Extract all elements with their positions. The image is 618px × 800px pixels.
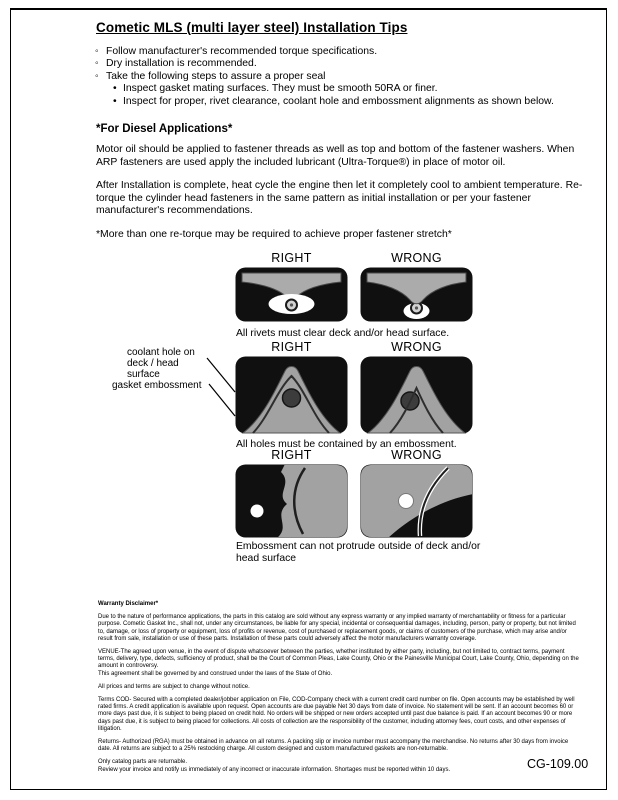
retorque-note: *More than one re-torque may be required to achieve proper fastener stretch*	[96, 229, 452, 240]
diagram-rivet-wrong	[360, 267, 473, 322]
label-pointer-lines	[206, 350, 236, 422]
warranty-catalog-parts: Only catalog parts are returnable.	[98, 759, 188, 766]
warranty-section	[98, 601, 582, 774]
bolt-hole	[251, 505, 264, 518]
warranty-heading: Warranty Disclaimer*	[98, 601, 159, 607]
sub-tip-item: • Inspect gasket mating surfaces. They must be smooth 50RA or finer.	[113, 83, 596, 95]
warranty-liability: Due to the nature of performance applications, the parts in this catalog are sold without any express warranty or any implied warranty of merchantability or fitness for a particular purpose. Cometic Gasket Inc., shall not, under any circumstances, be liable for any special, incidental or consequential damages, including, person, party or property, but not limited to, damage, or loss of property or equipment, loss of profits or revenue, cost of purchased or replacement goods, or claims of customers of the purchase, which may arise and/or result from sale, installation or use of these parts. Installation of these parts could adversely affect the motor manufacturers warranty coverage.	[98, 614, 576, 642]
warranty-review-invoice: Review your invoice and notify us immediately of any incorrect or inaccurate information. Shortages must be reported within 10 days.	[98, 766, 451, 773]
coolant-hole	[283, 389, 301, 407]
diagram-hole-right	[235, 356, 348, 434]
diesel-paragraph-heat-cycle: After Installation is complete, heat cycle the engine then let it completely cool to ambient temperature. Re-torque the cylinder head fasteners in the same pattern as initial installation or per your fastener manufacturer's recommendations.	[96, 180, 583, 217]
sub-tips-list	[113, 83, 596, 108]
diagram-embossment-wrong	[360, 464, 473, 538]
installation-tips-section	[96, 20, 596, 240]
tips-list	[96, 46, 596, 83]
hole-caption: All holes must be contained by an embossment.	[236, 439, 457, 450]
page-title: Cometic MLS (multi layer steel) Installation Tips	[96, 20, 408, 35]
tip-item: ◦ Take the following steps to assure a proper seal	[96, 71, 596, 83]
sub-tip-item: • Inspect for proper, rivet clearance, coolant hole and embossment alignments as shown below.	[113, 96, 596, 108]
rivet-center	[415, 306, 418, 309]
right-header-row3: RIGHT	[271, 448, 312, 462]
wrong-header-row1: WRONG	[391, 251, 442, 265]
warranty-governing-law: This agreement shall be governed by and construed under the laws of the State of Ohio.	[98, 670, 333, 677]
warranty-terms: Terms COD- Secured with a completed dealer/jobber application on File, COD-Company check with a current credit card number on file. Open accounts may be established by well rated firms. A credit application is available upon request. Open accounts are due payable Net 30 days from date of invoice. No statement will be sent. If an account becomes 60 or more days past due, it is subject to being placed on credit hold. No orders will be shipped or new orders accepted until past due balance is paid. If an account becomes 90 or more days past due, it is subject to being placed for collections. All costs of collection are the responsibility of the customer, including attorney fees, court costs, and other expenses of litigation.	[98, 697, 575, 732]
wrong-header-row2: WRONG	[391, 340, 442, 354]
wrong-header-row3: WRONG	[391, 448, 442, 462]
tip-item: ◦ Dry installation is recommended.	[96, 58, 596, 70]
deck-surface	[277, 464, 348, 538]
coolant-hole-label: coolant hole on deck / head surface	[127, 347, 195, 380]
rivet-center	[290, 303, 293, 306]
rivet-caption: All rivets must clear deck and/or head surface.	[236, 328, 450, 339]
warranty-venue: VENUE-The agreed upon venue, in the event of dispute whatsoever between the parties, whether instituted by either party, including, but not limited to, contract terms, payment terms, delivery, type, defects, sufficiency of product, shall be the Court of Common Pleas, Lake County, Ohio or the Painesville Municipal Court, Lake County, Ohio, depending on the amount in controversy.	[98, 649, 579, 670]
diagram-embossment-right	[235, 464, 348, 538]
warranty-prices: All prices and terms are subject to change without notice.	[98, 683, 250, 690]
embossment-label: gasket embossment	[112, 380, 202, 391]
embossment-pointer-line	[209, 384, 235, 416]
diagram-section	[0, 251, 618, 566]
tip-item: ◦ Follow manufacturer's recommended torque specifications.	[96, 46, 596, 58]
page-code: CG-109.00	[527, 757, 589, 771]
diesel-applications-heading: *For Diesel Applications*	[96, 123, 233, 136]
bolt-hole	[399, 494, 414, 509]
diesel-paragraph-oil: Motor oil should be applied to fastener threads as well as top and bottom of the fastener washers. When ARP fasteners are used apply the included lubricant (Ultra-Torque®) in place of motor oil.	[96, 144, 575, 168]
diagram-hole-wrong	[360, 356, 473, 434]
right-header-row2: RIGHT	[271, 340, 312, 354]
embossment-caption: Embossment can not protrude outside of deck and/or head surface	[236, 541, 481, 564]
right-header-row1: RIGHT	[271, 251, 312, 265]
warranty-returns: Returns- Authorized (RGA) must be obtained in advance on all returns. A packing slip or invoice number must accompany the merchandise. No returns after 30 days from invoice date. All returns are subject to a 25% restocking charge. All custom designed and custom manufactured gaskets are non-returnable.	[98, 739, 569, 753]
diagram-rivet-right	[235, 267, 348, 322]
